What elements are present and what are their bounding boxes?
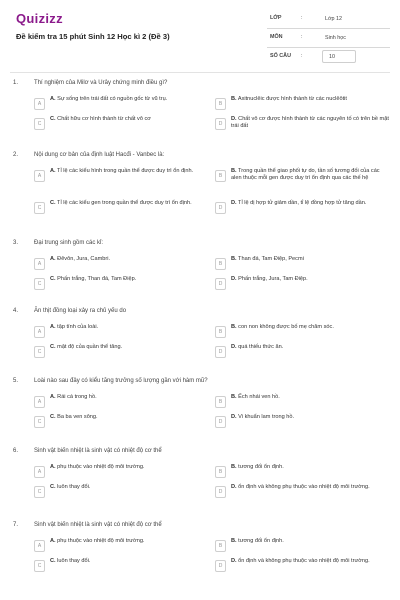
option-letter-badge: A [34,466,45,478]
option-key: C. [50,414,56,420]
option-text [50,344,208,351]
quizizz-logo: Quizizz [16,11,63,26]
option-letter-badge: C [34,278,45,290]
option-label: luôn thay đổi. [57,558,91,564]
answer-option-a[interactable] [34,168,208,185]
answer-option-d[interactable] [215,484,389,501]
question-number: 2. [13,152,19,158]
option-letter-badge: B [215,170,226,182]
answer-option-c[interactable] [34,200,208,217]
option-key: B. [231,324,237,330]
option-letter-badge: C [34,416,45,428]
answer-option-b[interactable] [215,394,389,411]
answer-option-c[interactable] [34,116,208,133]
option-letter-badge: B [215,98,226,110]
answer-option-c[interactable] [34,484,208,501]
option-text [231,344,389,351]
option-letter-badge: C [34,486,45,498]
option-key: B. [231,394,237,400]
meta-label: SỐ CÂU [270,53,291,59]
answer-option-c[interactable] [34,344,208,361]
question-text: Ăn thịt đồng loại xảy ra chủ yếu do [34,308,127,314]
meta-colon: : [301,15,303,21]
option-key: A. [50,96,56,102]
option-letter-badge: D [215,346,226,358]
option-letter-badge: D [215,118,226,130]
option-text [231,324,389,331]
answer-option-d[interactable] [215,414,389,431]
option-letter-badge: C [34,118,45,130]
option-text [231,394,389,401]
option-text [231,168,389,182]
question-number: 6. [13,448,19,454]
answer-option-c[interactable] [34,414,208,431]
option-label: Rái cá trong hồ. [57,394,97,400]
answer-option-b[interactable] [215,538,389,555]
option-key: A. [50,256,56,262]
answer-option-b[interactable] [215,256,389,273]
answer-option-d[interactable] [215,558,389,575]
option-text [231,538,389,545]
option-text [231,116,389,130]
question-text: Thí nghiệm của Milơ và Urây chứng minh điều gì? [34,80,168,86]
option-text [231,256,389,263]
question-number: 7. [13,522,19,528]
answer-option-a[interactable] [34,96,208,113]
worksheet-title: Đề kiểm tra 15 phút Sinh 12 Học kì 2 (Đề 3) [16,32,170,41]
option-label: Chất vô cơ được hình thành từ các nguyên tố có trên bề mặt trái đất [231,116,389,129]
option-key: D. [231,484,237,490]
option-letter-badge: B [215,540,226,552]
option-label: Ếch nhái ven hồ. [238,394,280,400]
option-letter-badge: D [215,560,226,572]
option-key: A. [50,394,56,400]
answer-option-d[interactable] [215,344,389,361]
option-text [231,96,389,103]
meta-row-class [267,10,390,29]
option-label: tập tính của loài. [57,324,99,330]
option-label: Vi khuẩn lam trong hồ. [238,414,295,420]
option-label: Tỉ lệ các kiểu gen trong quần thể được duy trì ổn định. [57,200,192,206]
question-text: Nội dung cơ bản của định luật Hacđi - Vanbec là: [34,152,165,158]
meta-colon: : [301,34,303,40]
option-key: A. [50,168,56,174]
question-text: Đại trung sinh gồm các kỉ: [34,240,104,246]
option-label: Axitnuclêic được hình thành từ các nuclêôtit [237,96,347,102]
option-letter-badge: D [215,416,226,428]
answer-option-b[interactable] [215,96,389,113]
option-key: C. [50,200,56,206]
question-text: Sinh vật biến nhiệt là sinh vật có nhiệt độ cơ thể [34,522,162,528]
meta-value: 10 [322,50,356,63]
option-label: phụ thuộc vào nhiệt độ môi trường. [57,464,145,470]
option-label: Đêvôn, Jura, Cambri. [57,256,111,262]
answer-option-b[interactable] [215,168,389,185]
option-key: B. [231,464,237,470]
option-letter-badge: B [215,326,226,338]
option-letter-badge: C [34,202,45,214]
option-letter-badge: A [34,98,45,110]
meta-row-question-count [267,48,390,67]
meta-colon: : [301,53,303,59]
option-key: C. [50,558,56,564]
worksheet-header [0,0,400,72]
option-text [50,168,208,175]
meta-value: Lớp 12 [325,16,343,22]
option-label: ổn định và không phụ thuộc vào nhiệt độ môi trường. [238,484,370,490]
option-label: Sự sống trên trái đất có nguồn gốc từ vũ trụ. [57,96,168,102]
option-letter-badge: D [215,278,226,290]
option-label: mật độ của quần thể tăng. [57,344,123,350]
worksheet-meta-table [267,10,390,67]
option-key: C. [50,484,56,490]
header-divider [10,72,390,73]
answer-option-b[interactable] [215,464,389,481]
option-text [50,538,208,545]
option-key: C. [50,276,56,282]
question-number: 1. [13,80,19,86]
option-text [50,394,208,401]
answer-option-c[interactable] [34,276,208,293]
meta-value: Sinh học [325,35,346,41]
question-number: 4. [13,308,19,314]
option-letter-badge: A [34,326,45,338]
question-text: Loài nào sau đây có kiểu tăng trưởng số lượng gần với hàm mũ? [34,378,208,384]
answer-option-b[interactable] [215,324,389,341]
option-key: D. [231,276,237,282]
option-letter-badge: A [34,396,45,408]
question-number: 3. [13,240,19,246]
option-key: D. [231,558,237,564]
option-text [50,484,208,491]
meta-row-subject [267,29,390,48]
answer-option-a[interactable] [34,464,208,481]
option-key: A. [50,324,56,330]
option-text [50,276,208,283]
option-key: A. [50,538,56,544]
option-letter-badge: A [34,170,45,182]
option-text [50,96,208,103]
option-text [50,324,208,331]
option-letter-badge: A [34,258,45,270]
option-label: con non không được bố mẹ chăm sóc. [238,324,334,330]
option-key: D. [231,344,237,350]
option-key: A. [50,464,56,470]
option-label: quá thiếu thức ăn. [238,344,284,350]
option-text [50,200,208,207]
option-text [231,276,389,283]
option-key: C. [50,116,56,122]
option-key: B. [231,96,237,102]
option-key: D. [231,116,237,122]
option-text [50,256,208,263]
option-label: Ba ba ven sông. [57,414,98,420]
answer-option-a[interactable] [34,538,208,555]
question-text: Sinh vật biến nhiệt là sinh vật có nhiệt độ cơ thể [34,448,162,454]
option-label: luôn thay đổi. [57,484,91,490]
option-text [231,414,389,421]
option-letter-badge: B [215,258,226,270]
answer-option-a[interactable] [34,394,208,411]
option-key: D. [231,200,237,206]
option-label: Phấn trắng, Jura, Tam Điệp. [238,276,308,282]
meta-label: LỚP [270,15,282,21]
option-letter-badge: D [215,486,226,498]
option-label: Tỉ lệ dị hợp tử giảm dần, tỉ lệ đồng hợp tử tăng dần. [238,200,367,206]
option-label: tương đối ổn định. [238,464,284,470]
answer-option-c[interactable] [34,558,208,575]
option-text [50,464,208,471]
option-text [231,464,389,471]
option-key: B. [231,538,237,544]
answer-option-d[interactable] [215,200,389,217]
option-letter-badge: A [34,540,45,552]
answer-option-a[interactable] [34,324,208,341]
question-number: 5. [13,378,19,384]
option-letter-badge: B [215,466,226,478]
option-letter-badge: C [34,346,45,358]
option-label: tương đối ổn định. [238,538,284,544]
option-key: B. [231,256,237,262]
option-text [231,558,389,565]
option-letter-badge: D [215,202,226,214]
option-label: Trong quần thể giao phối tự do, tần số tương đối của các alen thuộc mỗi gen được duy trì ổn định qua các thế hệ [231,168,380,181]
option-text [231,484,389,491]
option-text [50,116,208,123]
option-letter-badge: C [34,560,45,572]
option-label: Tỉ lệ các kiểu hình trong quần thể được duy trì ổn định. [57,168,194,174]
option-label: phụ thuộc vào nhiệt độ môi trường. [57,538,145,544]
option-label: ổn định và không phụ thuộc vào nhiệt độ môi trường. [238,558,370,564]
option-key: C. [50,344,56,350]
option-label: Than đá, Tam Điệp, Pecmi [238,256,304,262]
answer-option-a[interactable] [34,256,208,273]
option-label: Chất hữu cơ hình thành từ chất vô cơ [57,116,151,122]
option-text [231,200,389,207]
option-key: D. [231,414,237,420]
option-text [50,558,208,565]
answer-option-d[interactable] [215,276,389,293]
option-label: Phấn trắng, Than đá, Tam Điệp. [57,276,137,282]
option-key: B. [231,168,237,174]
option-text [50,414,208,421]
meta-label: MÔN [270,34,283,40]
option-letter-badge: B [215,396,226,408]
answer-option-d[interactable] [215,116,389,133]
